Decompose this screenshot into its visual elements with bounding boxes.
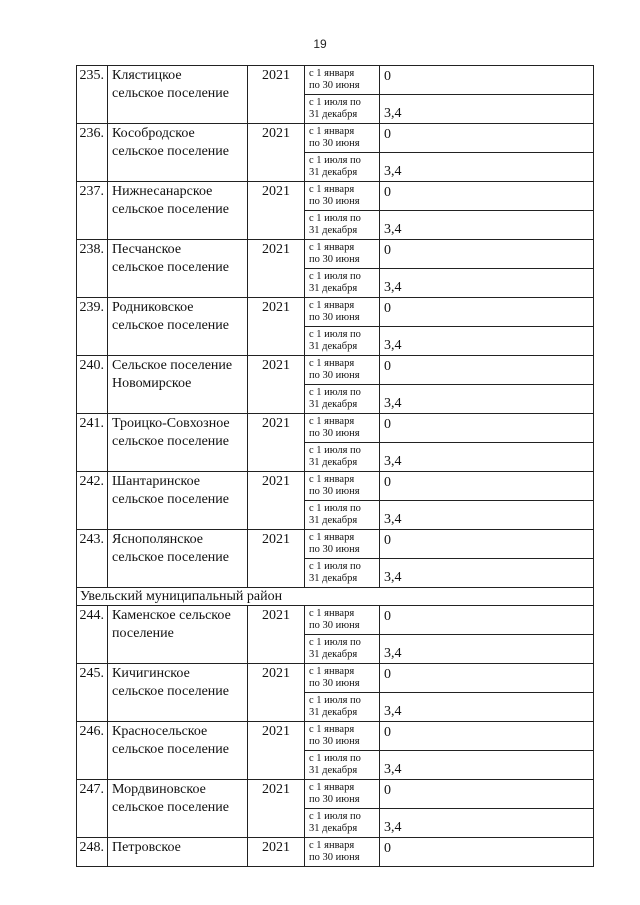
- period-line: по 30 июня: [309, 735, 360, 747]
- period-line: 31 декабря: [309, 166, 358, 178]
- period-line: по 30 июня: [309, 677, 360, 689]
- period-line: по 30 июня: [309, 369, 360, 381]
- period-line: с 1 июля по: [309, 753, 361, 764]
- period-line: с 1 января: [309, 782, 355, 793]
- period-line: по 30 июня: [309, 851, 360, 863]
- period-line: с 1 января: [309, 184, 355, 195]
- district-header-row: [77, 588, 594, 606]
- period-line: по 30 июня: [309, 543, 360, 555]
- row-number: 244.: [77, 606, 108, 664]
- row-number: 235.: [77, 66, 108, 124]
- rate-value: 3,4: [380, 269, 594, 298]
- period-cell: [305, 269, 380, 298]
- settlement-name: [108, 240, 248, 298]
- settlement-name-line: Новомирское: [112, 376, 192, 391]
- period-line: с 1 января: [309, 68, 355, 79]
- period-cell: [305, 327, 380, 356]
- period-cell: [305, 182, 380, 211]
- year-cell: 2021: [248, 838, 305, 867]
- rate-value: 0: [380, 606, 594, 635]
- period-cell: [305, 780, 380, 809]
- period-cell: [305, 635, 380, 664]
- period-cell: [305, 472, 380, 501]
- table-row: [77, 780, 594, 809]
- year-cell: 2021: [248, 780, 305, 838]
- rate-value: 3,4: [380, 385, 594, 414]
- settlement-name-line: Троицко-Совхозное: [112, 416, 230, 431]
- row-number: 241.: [77, 414, 108, 472]
- period-line: по 30 июня: [309, 195, 360, 207]
- settlement-name-line: сельское поселение: [112, 742, 229, 757]
- settlement-name: [108, 606, 248, 664]
- rate-value: 0: [380, 414, 594, 443]
- table-row: [77, 606, 594, 635]
- year-cell: 2021: [248, 530, 305, 588]
- period-cell: [305, 838, 380, 867]
- period-line: 31 декабря: [309, 764, 358, 776]
- period-line: по 30 июня: [309, 485, 360, 497]
- period-line: по 30 июня: [309, 619, 360, 631]
- settlement-name-line: сельское поселение: [112, 492, 229, 507]
- period-line: по 30 июня: [309, 137, 360, 149]
- period-line: 31 декабря: [309, 398, 358, 410]
- row-number: 242.: [77, 472, 108, 530]
- period-line: 31 декабря: [309, 572, 358, 584]
- table-row: [77, 722, 594, 751]
- rate-value: 0: [380, 298, 594, 327]
- row-number: 240.: [77, 356, 108, 414]
- settlement-name-line: Красносельское: [112, 724, 208, 739]
- settlement-name: [108, 298, 248, 356]
- year-cell: 2021: [248, 240, 305, 298]
- settlement-name-line: сельское поселение: [112, 684, 229, 699]
- settlement-name-line: Каменское сельское: [112, 608, 231, 623]
- period-line: с 1 июля по: [309, 155, 361, 166]
- rate-value: 3,4: [380, 211, 594, 240]
- settlement-name-line: поселение: [112, 626, 174, 641]
- rates-table: [76, 65, 594, 867]
- period-cell: [305, 95, 380, 124]
- period-cell: [305, 240, 380, 269]
- rate-value: 3,4: [380, 501, 594, 530]
- rate-value: 0: [380, 356, 594, 385]
- year-cell: 2021: [248, 66, 305, 124]
- period-line: с 1 января: [309, 126, 355, 137]
- period-cell: [305, 298, 380, 327]
- year-cell: 2021: [248, 356, 305, 414]
- period-line: с 1 июля по: [309, 271, 361, 282]
- settlement-name: [108, 472, 248, 530]
- rate-value: 0: [380, 124, 594, 153]
- period-cell: [305, 664, 380, 693]
- period-cell: [305, 530, 380, 559]
- period-cell: [305, 722, 380, 751]
- year-cell: 2021: [248, 414, 305, 472]
- row-number: 238.: [77, 240, 108, 298]
- year-cell: 2021: [248, 664, 305, 722]
- settlement-name: [108, 66, 248, 124]
- settlement-name: [108, 356, 248, 414]
- settlement-name-line: Родниковское: [112, 300, 194, 315]
- row-number: 245.: [77, 664, 108, 722]
- period-line: с 1 января: [309, 300, 355, 311]
- table-row: [77, 66, 594, 95]
- settlement-name-line: Кичигинское: [112, 666, 190, 681]
- period-cell: [305, 606, 380, 635]
- period-line: с 1 января: [309, 416, 355, 427]
- settlement-name-line: сельское поселение: [112, 318, 229, 333]
- period-line: с 1 января: [309, 358, 355, 369]
- period-line: 31 декабря: [309, 648, 358, 660]
- period-line: по 30 июня: [309, 253, 360, 265]
- period-cell: [305, 693, 380, 722]
- period-line: с 1 июля по: [309, 329, 361, 340]
- period-line: 31 декабря: [309, 108, 358, 120]
- settlement-name: [108, 838, 248, 867]
- settlement-name-line: Клястицкое: [112, 68, 182, 83]
- rate-value: 0: [380, 722, 594, 751]
- rate-value: 3,4: [380, 95, 594, 124]
- settlement-name-line: Сельское поселение: [112, 358, 233, 373]
- rate-value: 0: [380, 472, 594, 501]
- rate-value: 3,4: [380, 559, 594, 588]
- period-line: по 30 июня: [309, 427, 360, 439]
- period-line: с 1 июля по: [309, 637, 361, 648]
- district-name: Увельский муниципальный район: [77, 588, 594, 606]
- settlement-name-line: сельское поселение: [112, 144, 229, 159]
- period-line: с 1 января: [309, 242, 355, 253]
- settlement-name: [108, 414, 248, 472]
- period-line: с 1 июля по: [309, 503, 361, 514]
- table-row: [77, 664, 594, 693]
- period-line: по 30 июня: [309, 793, 360, 805]
- table-row: [77, 124, 594, 153]
- period-line: с 1 июля по: [309, 445, 361, 456]
- rates-table-body: [77, 66, 594, 867]
- rate-value: 0: [380, 664, 594, 693]
- table-row: [77, 838, 594, 867]
- rate-value: 3,4: [380, 693, 594, 722]
- period-cell: [305, 414, 380, 443]
- period-line: по 30 июня: [309, 311, 360, 323]
- rate-value: 0: [380, 530, 594, 559]
- rate-value: 3,4: [380, 635, 594, 664]
- year-cell: 2021: [248, 298, 305, 356]
- settlement-name-line: сельское поселение: [112, 434, 229, 449]
- rate-value: 0: [380, 182, 594, 211]
- period-line: с 1 января: [309, 840, 355, 851]
- period-line: с 1 июля по: [309, 97, 361, 108]
- table-row: [77, 472, 594, 501]
- year-cell: 2021: [248, 606, 305, 664]
- period-cell: [305, 66, 380, 95]
- period-line: с 1 января: [309, 666, 355, 677]
- rate-value: 3,4: [380, 327, 594, 356]
- period-cell: [305, 385, 380, 414]
- settlement-name: [108, 124, 248, 182]
- period-line: по 30 июня: [309, 79, 360, 91]
- period-cell: [305, 443, 380, 472]
- period-line: с 1 июля по: [309, 695, 361, 706]
- page-number: 19: [313, 37, 327, 51]
- year-cell: 2021: [248, 182, 305, 240]
- rate-value: 3,4: [380, 153, 594, 182]
- rate-value: 0: [380, 838, 594, 867]
- settlement-name-line: сельское поселение: [112, 550, 229, 565]
- period-line: с 1 января: [309, 724, 355, 735]
- period-cell: [305, 559, 380, 588]
- settlement-name-line: Кособродское: [112, 126, 195, 141]
- rate-value: 0: [380, 780, 594, 809]
- settlement-name-line: сельское поселение: [112, 260, 229, 275]
- row-number: 237.: [77, 182, 108, 240]
- settlement-name: [108, 664, 248, 722]
- settlement-name-line: сельское поселение: [112, 800, 229, 815]
- period-line: с 1 января: [309, 532, 355, 543]
- settlement-name-line: сельское поселение: [112, 202, 229, 217]
- rate-value: 0: [380, 240, 594, 269]
- period-line: 31 декабря: [309, 514, 358, 526]
- settlement-name-line: сельское поселение: [112, 86, 229, 101]
- table-row: [77, 298, 594, 327]
- table-row: [77, 414, 594, 443]
- period-cell: [305, 751, 380, 780]
- row-number: 246.: [77, 722, 108, 780]
- period-cell: [305, 809, 380, 838]
- row-number: 236.: [77, 124, 108, 182]
- settlement-name: [108, 530, 248, 588]
- period-cell: [305, 153, 380, 182]
- row-number: 248.: [77, 838, 108, 867]
- row-number: 239.: [77, 298, 108, 356]
- row-number: 247.: [77, 780, 108, 838]
- period-line: 31 декабря: [309, 706, 358, 718]
- settlement-name-line: Шантаринское: [112, 474, 201, 489]
- rate-value: 0: [380, 66, 594, 95]
- period-line: с 1 июля по: [309, 387, 361, 398]
- rate-value: 3,4: [380, 443, 594, 472]
- settlement-name-line: Яснополянское: [112, 532, 203, 547]
- period-cell: [305, 124, 380, 153]
- period-cell: [305, 356, 380, 385]
- year-cell: 2021: [248, 472, 305, 530]
- year-cell: 2021: [248, 124, 305, 182]
- period-line: 31 декабря: [309, 822, 358, 834]
- table-row: [77, 356, 594, 385]
- settlement-name-line: Мордвиновское: [112, 782, 206, 797]
- table-row: [77, 182, 594, 211]
- period-cell: [305, 501, 380, 530]
- settlement-name: [108, 182, 248, 240]
- period-cell: [305, 211, 380, 240]
- settlement-name-line: Песчанское: [112, 242, 182, 257]
- period-line: 31 декабря: [309, 340, 358, 352]
- period-line: с 1 января: [309, 608, 355, 619]
- period-line: с 1 июля по: [309, 811, 361, 822]
- period-line: 31 декабря: [309, 456, 358, 468]
- settlement-name-line: Нижнесанарское: [112, 184, 213, 199]
- rate-value: 3,4: [380, 751, 594, 780]
- period-line: с 1 июля по: [309, 213, 361, 224]
- row-number: 243.: [77, 530, 108, 588]
- period-line: с 1 января: [309, 474, 355, 485]
- period-line: 31 декабря: [309, 282, 358, 294]
- period-line: с 1 июля по: [309, 561, 361, 572]
- rate-value: 3,4: [380, 809, 594, 838]
- settlement-name-line: Петровское: [112, 840, 181, 855]
- year-cell: 2021: [248, 722, 305, 780]
- table-row: [77, 240, 594, 269]
- table-row: [77, 530, 594, 559]
- settlement-name: [108, 722, 248, 780]
- period-line: 31 декабря: [309, 224, 358, 236]
- settlement-name: [108, 780, 248, 838]
